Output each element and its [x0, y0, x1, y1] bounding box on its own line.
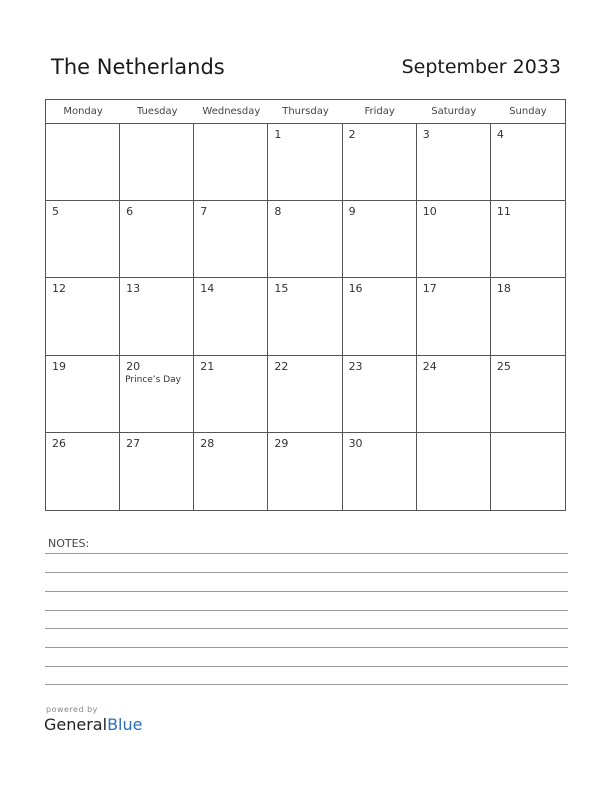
day-cell [194, 433, 268, 510]
day-cell [120, 124, 194, 201]
day-cell [46, 201, 120, 278]
footer-logo [44, 705, 142, 734]
day-cell [194, 124, 268, 201]
day-cell [343, 124, 417, 201]
day-number: 8 [274, 205, 282, 219]
day-number: 29 [274, 436, 289, 450]
day-cell [194, 278, 268, 355]
day-cell [120, 278, 194, 355]
day-number: 15 [274, 282, 289, 296]
day-number: 26 [52, 436, 66, 450]
brand-blue: Blue [107, 715, 143, 734]
day-number: 3 [422, 128, 430, 141]
notes-line [45, 628, 568, 629]
notes-line [45, 684, 568, 685]
day-number: 7 [200, 205, 208, 219]
notes-line [45, 591, 568, 592]
day-cell [120, 201, 194, 278]
day-cell [120, 433, 194, 510]
day-cell [417, 356, 491, 433]
day-cell [417, 278, 491, 355]
day-cell [194, 356, 268, 433]
month-title: September 2033 [401, 56, 561, 78]
day-cell [491, 201, 565, 278]
day-cell [491, 278, 565, 355]
weekday-header: Thursday [268, 100, 342, 124]
weekday-header: Saturday [417, 100, 491, 124]
day-number: 22 [274, 359, 289, 373]
notes-line [45, 647, 568, 648]
day-number: 19 [52, 359, 66, 373]
day-cell [46, 124, 120, 201]
weekday-header: Friday [343, 100, 417, 124]
day-cell [417, 124, 491, 201]
day-cell [268, 201, 342, 278]
day-number: 18 [496, 282, 511, 296]
day-number: 28 [200, 436, 215, 450]
notes-line [45, 610, 568, 611]
day-number: 21 [200, 359, 215, 373]
day-cell [268, 433, 342, 510]
day-number: 16 [348, 282, 363, 296]
day-number: 11 [496, 205, 511, 219]
day-number: 4 [496, 128, 504, 141]
brand-general: General [44, 715, 108, 734]
day-number: 12 [52, 282, 66, 296]
notes-label: NOTES: [48, 537, 90, 550]
day-number: 30 [348, 436, 363, 450]
day-cell [268, 278, 342, 355]
weekday-header: Monday [46, 100, 120, 124]
day-number: 25 [496, 359, 511, 373]
day-cell [491, 433, 565, 510]
brand-name [44, 715, 142, 734]
day-cell [491, 124, 565, 201]
day-number: 13 [126, 282, 141, 296]
day-cell [268, 124, 342, 201]
holiday-label: Prince’s Day [125, 374, 181, 385]
weekday-header: Wednesday [194, 100, 268, 124]
weekday-header: Tuesday [120, 100, 194, 124]
day-cell [46, 278, 120, 355]
day-cell [491, 356, 565, 433]
weekday-header: Sunday [491, 100, 565, 124]
day-cell [120, 356, 194, 433]
day-cell [343, 201, 417, 278]
day-cell [46, 433, 120, 510]
day-cell [343, 433, 417, 510]
calendar-grid [45, 99, 566, 511]
country-title: The Netherlands [51, 55, 225, 79]
day-cell [343, 278, 417, 355]
day-number: 10 [422, 205, 437, 219]
day-number: 1 [274, 128, 282, 141]
day-cell [194, 201, 268, 278]
notes-line [45, 572, 568, 573]
day-number: 5 [52, 205, 59, 219]
day-cell [268, 356, 342, 433]
day-number: 17 [422, 282, 437, 296]
day-number: 2 [348, 128, 356, 141]
notes-line [45, 666, 568, 667]
day-number: 23 [348, 359, 363, 373]
notes-line [45, 553, 568, 554]
day-number: 24 [422, 359, 437, 373]
day-cell [417, 201, 491, 278]
day-cell [417, 433, 491, 510]
day-number: 14 [200, 282, 215, 296]
day-number: 20 [126, 359, 141, 373]
day-number: 9 [348, 205, 356, 219]
day-number: 6 [126, 205, 134, 219]
powered-by-text: powered by [46, 705, 98, 714]
day-cell [343, 356, 417, 433]
day-cell [46, 356, 120, 433]
day-number: 27 [126, 436, 141, 450]
